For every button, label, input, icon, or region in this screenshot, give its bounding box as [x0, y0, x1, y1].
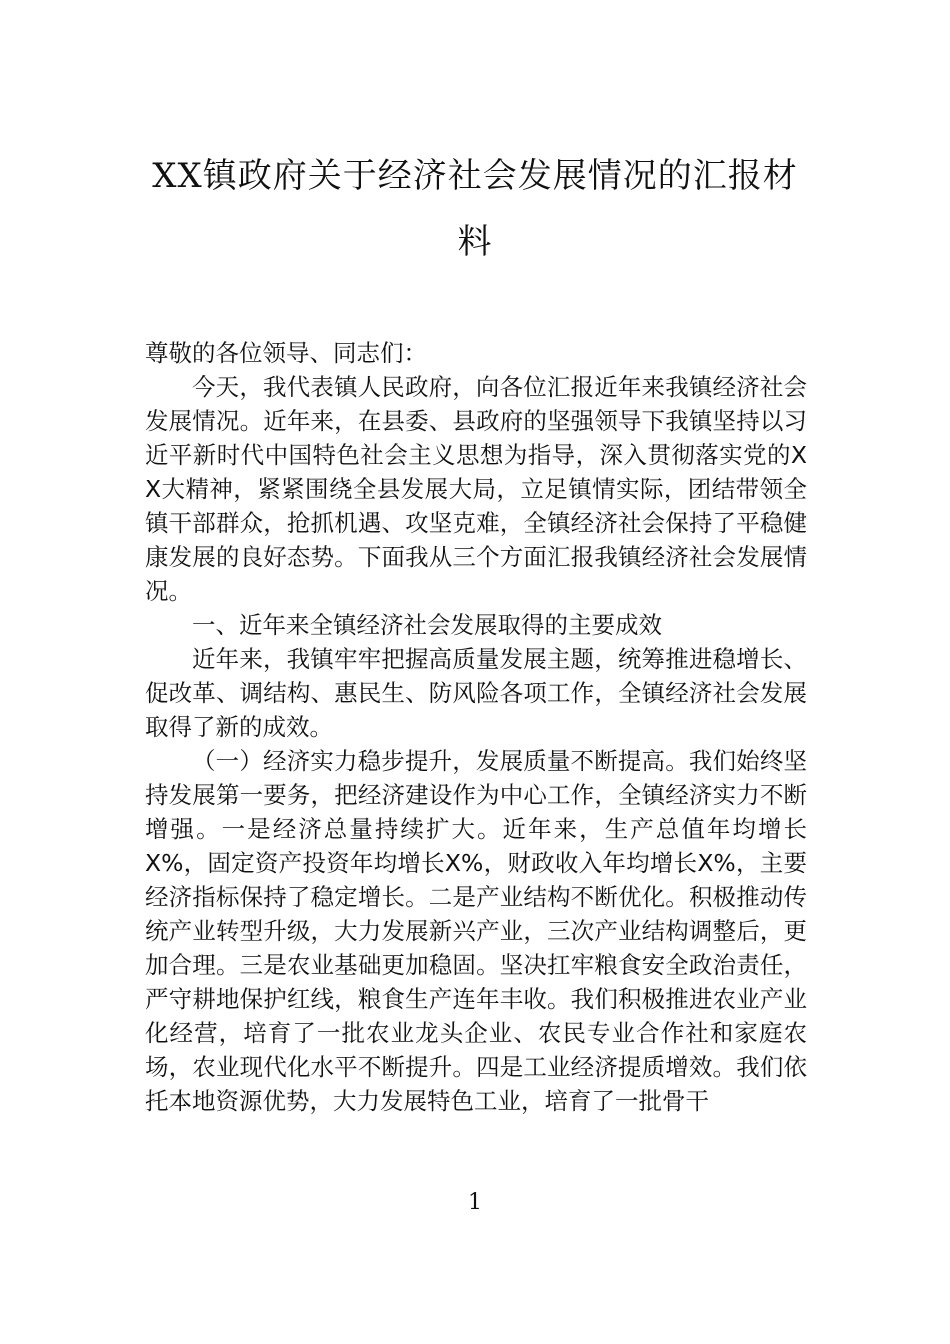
- paragraph-section-1-summary: 近年来，我镇牢牢把握高质量发展主题，统筹推进稳增长、促改革、调结构、惠民生、防风险各项工作，全镇经济社会发展取得了新的成效。: [145, 645, 807, 741]
- document-title: XX镇政府关于经济社会发展情况的汇报材料: [152, 156, 798, 262]
- paragraph-intro: 今天，我代表镇人民政府，向各位汇报近年来我镇经济社会发展情况。近年来，在县委、县政府的坚强领导下我镇坚持以习近平新时代中国特色社会主义思想为指导，深入贯彻落实党的XX大精神，紧紧围绕全县发展大局，立足镇情实际，团结带领全镇干部群众，抢抓机遇、攻坚克难，全镇经济社会保持了平稳健康发展的良好态势。下面我从三个方面汇报我镇经济社会发展情况。: [145, 373, 807, 605]
- section-heading-1: 一、近年来全镇经济社会发展取得的主要成效: [192, 611, 662, 639]
- document-body: [145, 336, 807, 1118]
- page-number: 1: [468, 1190, 482, 1215]
- salutation: 尊敬的各位领导、同志们：: [145, 339, 427, 367]
- paragraph-economy: （一）经济实力稳步提升，发展质量不断提高。我们始终坚持发展第一要务，把经济建设作为中心工作，全镇经济实力不断增强。一是经济总量持续扩大。近年来，生产总值年均增长X%，固定资产投资年均增长X%，财政收入年均增长X%，主要经济指标保持了稳定增长。二是产业结构不断优化。积极推动传统产业转型升级，大力发展新兴产业，三次产业结构调整后，更加合理。三是农业基础更加稳固。坚决扛牢粮食安全政治责任，严守耕地保护红线，粮食生产连年丰收。我们积极推进农业产业化经营，培育了一批农业龙头企业、农民专业合作社和家庭农场，农业现代化水平不断提升。四是工业经济提质增效。我们依托本地资源优势，大力发展特色工业，培育了一批骨干: [145, 747, 807, 1115]
